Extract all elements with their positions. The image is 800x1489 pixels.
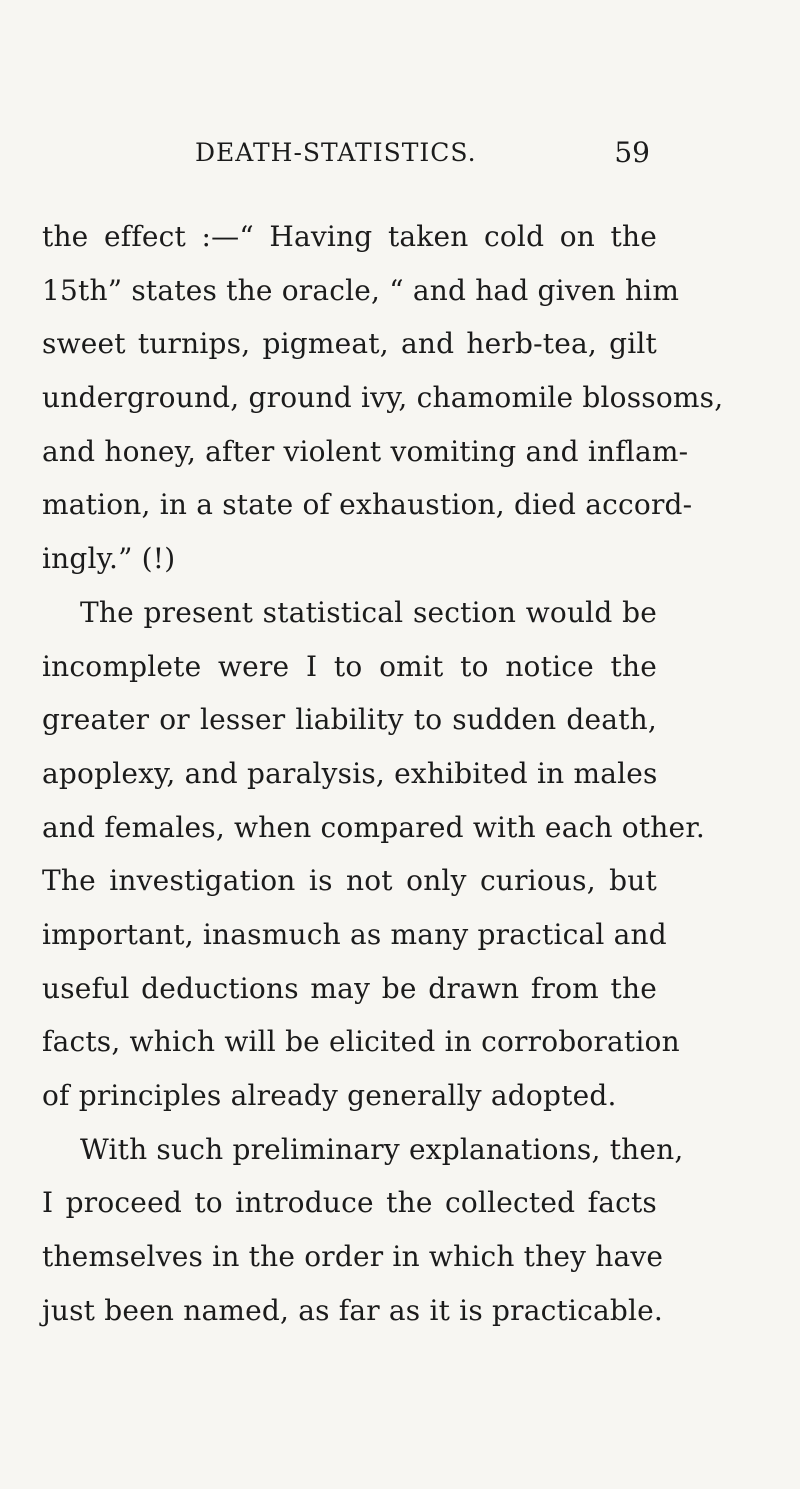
text-line: useful deductions may be drawn from the bbox=[42, 971, 657, 1005]
text-line: of principles already generally adopted. bbox=[42, 1079, 617, 1112]
text-line: With such preliminary explanations, then, bbox=[80, 1132, 684, 1166]
text-line: important, inasmuch as many practical and bbox=[42, 917, 667, 951]
text-line: just been named, as far as it is practicable. bbox=[42, 1293, 664, 1327]
text-line: sweet turnips, pigmeat, and herb-tea, gilt bbox=[42, 327, 657, 361]
text-line: incomplete were I to omit to notice the bbox=[42, 649, 657, 683]
text-line: the effect :—“ Having taken cold on the bbox=[42, 220, 657, 253]
text-line: ingly.” (!) bbox=[42, 542, 176, 576]
text-line: and females, when compared with each other. bbox=[42, 810, 705, 844]
text-line: apoplexy, and paralysis, exhibited in males bbox=[42, 756, 658, 790]
paragraph-preliminary-explanations bbox=[42, 1123, 684, 1338]
text-line: greater or lesser liability to sudden death, bbox=[42, 703, 657, 737]
page-number: 59 bbox=[614, 136, 650, 169]
text-line: underground, ground ivy, chamomile blossoms, bbox=[42, 381, 724, 415]
body-text bbox=[42, 210, 724, 1337]
text-line: The investigation is not only curious, but bbox=[42, 864, 657, 898]
text-line: facts, which will be elicited in corroboration bbox=[42, 1025, 680, 1059]
running-head bbox=[195, 138, 650, 174]
text-line: 15th” states the oracle, “ and had given him bbox=[42, 273, 680, 307]
paragraph-statistical-section bbox=[42, 586, 705, 1123]
text-line: The present statistical section would be bbox=[80, 595, 657, 629]
running-title: DEATH-STATISTICS. bbox=[195, 138, 477, 167]
text-line: and honey, after violent vomiting and inflam- bbox=[42, 434, 689, 468]
text-line: themselves in the order in which they have bbox=[42, 1240, 664, 1274]
text-line: mation, in a state of exhaustion, died accord- bbox=[42, 488, 693, 522]
text-line: I proceed to introduce the collected facts bbox=[42, 1186, 657, 1220]
paragraph-continuation bbox=[42, 210, 724, 586]
